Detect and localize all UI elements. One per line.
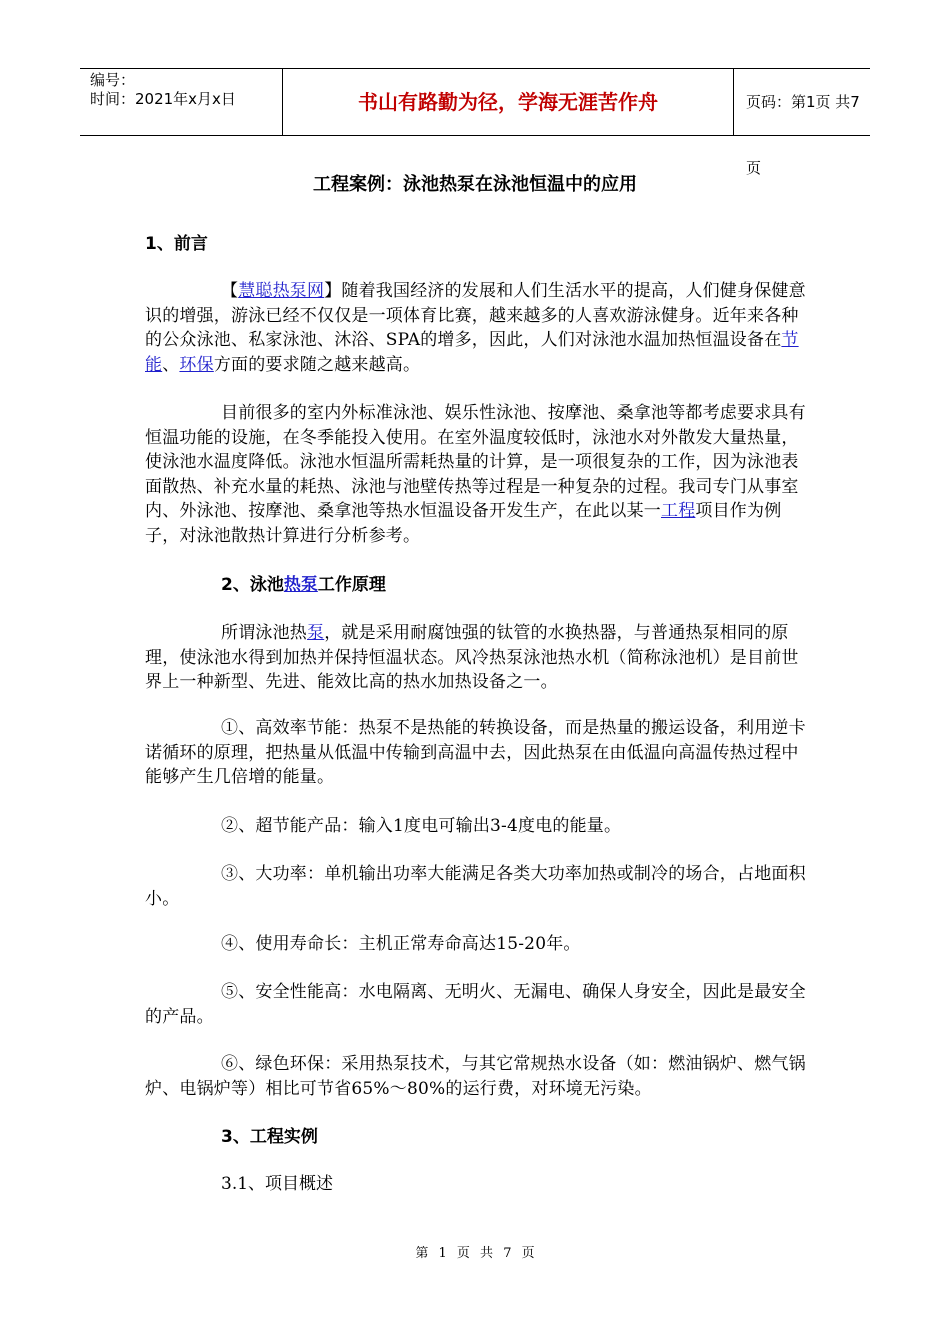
link-pump[interactable]: 泵 (307, 623, 325, 643)
section-3-heading: 3、工程实例 (221, 1127, 318, 1147)
document-title: 工程案例：泳池热泵在泳池恒温中的应用 (313, 174, 637, 195)
section-2-heading (221, 573, 386, 597)
paragraph-text: ，就是采用耐腐蚀强的钛管的水换热器，与普通热泵相同的原理，使泳池水得到加热并保持恒温状态。风冷热泵泳池热水机（简称泳池机）是目前世界上一种新型、先进、能效比高的热水加热设备之一。 (145, 623, 799, 692)
number-label: 编号： (90, 71, 136, 89)
paragraph-text: 随着我国经济的发展和人们生活水平的提高，人们健身保健意识的增强，游泳已经不仅仅是一项体育比赛，越来越多的人喜欢游泳健身。近年来各种的公众泳池、私家泳池、沐浴、SPA的增多，因此，人们对泳池水温加热恒温设备在 (145, 281, 806, 350)
heading-text: 工作原理 (317, 575, 386, 595)
link-site[interactable]: 慧聪热泵网 (238, 281, 325, 301)
feature-item-2: ②、超节能产品：输入1度电可输出3-4度电的能量。 (221, 816, 622, 836)
link-environment[interactable]: 环保 (179, 354, 214, 375)
feature-item-3: ③、大功率：单机输出功率大能满足各类大功率加热或制冷的场合，占地面积小。 (145, 864, 806, 909)
paragraph-text: 项目作为例子，对泳池散热计算进行分析参考。 (145, 501, 782, 546)
subsection-3-1-heading: 3.1、项目概述 (221, 1174, 334, 1194)
page-footer: 第 1 页 共 7 页 (415, 1246, 535, 1261)
paragraph-text: 所谓泳池热 (221, 623, 307, 643)
time-label: 时间：2021年x月x日 (90, 90, 236, 108)
heading-text: 2、泳池 (221, 575, 284, 595)
feature-item-4: ④、使用寿命长：主机正常寿命高达15-20年。 (221, 934, 581, 954)
feature-item-6: ⑥、绿色环保：采用热泵技术，与其它常规热水设备（如：燃油锅炉、燃气锅炉、电锅炉等）相比可节省65%～80%的运行费，对环境无污染。 (145, 1054, 806, 1099)
bracket-open: 【 (221, 281, 239, 301)
header-page-info: 页码：第1页 共7页 (746, 93, 860, 177)
feature-item-5: ⑤、安全性能高：水电隔离、无明火、无漏电、确保人身安全，因此是最安全的产品。 (145, 982, 806, 1027)
header-table (80, 68, 870, 177)
link-heat-pump[interactable]: 热泵 (283, 575, 318, 595)
link-energy-saving[interactable]: 节能 (145, 330, 799, 375)
section-1-paragraph-2 (145, 401, 811, 548)
separator: 、 (162, 354, 180, 375)
header-meta-cell (80, 69, 282, 135)
section-2-paragraph-1 (145, 621, 811, 695)
feature-item-1: ①、高效率节能：热泵不是热能的转换设备，而是热量的搬运设备，利用逆卡诺循环的原理，把热量从低温中传输到高温中去，因此热泵在由低温向高温传热过程中能够产生几倍增的能量。 (145, 718, 806, 787)
section-1-paragraph-1 (145, 279, 811, 377)
header-motto: 书山有路勤为径，学海无涯苦作舟 (282, 69, 734, 135)
paragraph-text: 目前很多的室内外标准泳池、娱乐性泳池、按摩池、桑拿池等都考虑要求具有恒温功能的设施，在冬季能投入使用。在室外温度较低时，泳池水对外散发大量热量，使泳池水温度降低。泳池水恒温所需耗热量的计算，是一项很复杂的工作，因为泳池表面散热、补充水量的耗热、泳池与池壁传热等过程是一种复杂的过程。我司专门从事室内、外泳池、按摩池、桑拿池等热水恒温设备开发生产，在此以某一 (145, 403, 806, 521)
paragraph-text: 方面的要求随之越来越高。 (213, 354, 421, 375)
bracket-close: 】 (324, 281, 342, 301)
link-project[interactable]: 工程 (661, 501, 696, 521)
section-1-heading: 1、前言 (145, 234, 208, 254)
